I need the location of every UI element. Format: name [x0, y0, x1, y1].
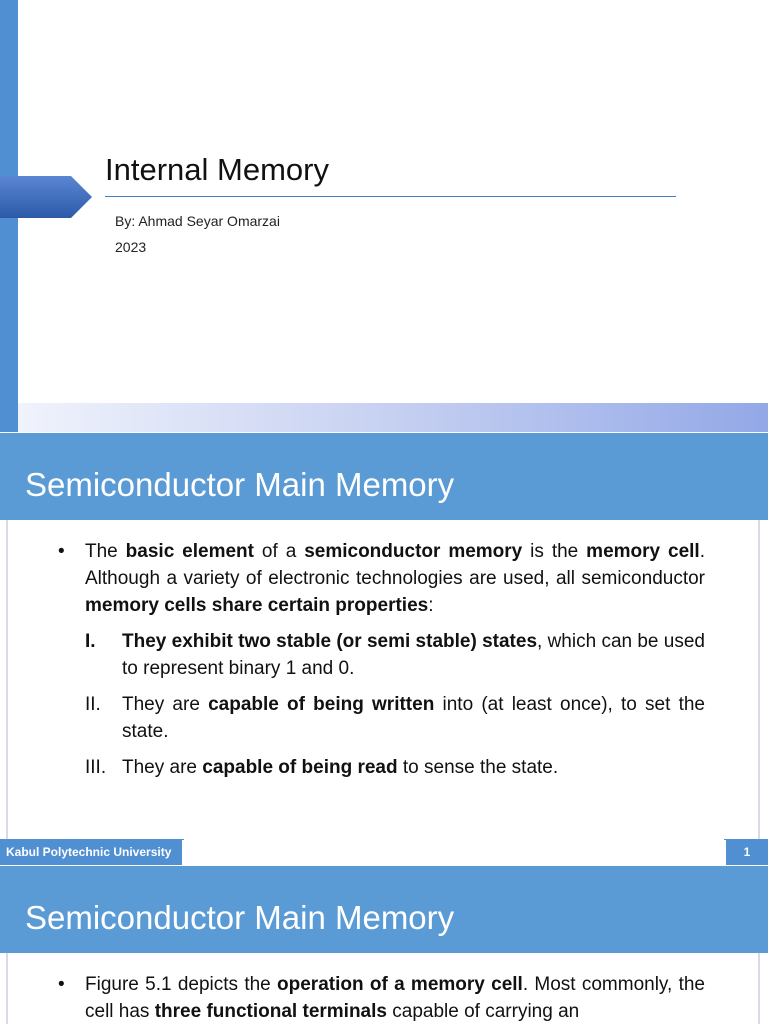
numbered-item-1	[85, 628, 705, 682]
slide-header	[0, 866, 768, 953]
item-number: I.	[85, 631, 96, 652]
bullet-paragraph	[58, 971, 705, 1024]
title-underline	[105, 196, 676, 197]
page-number: 1	[726, 839, 768, 865]
slide-left-border	[6, 953, 8, 1024]
bold-text-run: They exhibit two stable (or semi stable) states	[122, 631, 538, 652]
bold-text-run: capable of being read	[202, 757, 398, 778]
bold-text-run: semiconductor memory	[304, 541, 523, 562]
text-run: The	[85, 541, 126, 562]
bullet-text	[85, 538, 705, 619]
bold-text-run: memory cell	[586, 541, 700, 562]
numbered-item-3	[85, 754, 705, 781]
item-text	[122, 754, 705, 781]
arrow-shape-icon	[0, 176, 92, 218]
slide-footer	[0, 839, 768, 865]
presentation-title: Internal Memory	[105, 152, 329, 187]
item-number: II.	[85, 694, 101, 715]
bold-text-run: operation of a memory cell	[277, 974, 523, 995]
bullet-paragraph	[58, 538, 705, 619]
item-text	[122, 628, 705, 682]
slide-body	[58, 538, 705, 781]
item-number: III.	[85, 757, 107, 778]
author-line: By: Ahmad Seyar Omarzai	[115, 213, 280, 229]
item-text	[122, 691, 705, 745]
footer-middle	[184, 839, 724, 865]
bold-text-run: capable of being written	[208, 694, 435, 715]
footer-institution: Kabul Polytechnic University	[0, 839, 182, 865]
text-run: to sense the state.	[397, 757, 559, 778]
gradient-band	[18, 403, 768, 432]
text-run: :	[428, 595, 434, 616]
text-run: Figure 5.1 depicts the	[85, 974, 278, 995]
text-run: . Although a variety of electronic technologies are used, all semiconductor	[85, 541, 705, 589]
text-run: into (at least once), to set the state.	[122, 694, 705, 742]
text-run: is the	[522, 541, 587, 562]
bullet-marker: •	[58, 541, 65, 562]
slide-right-border	[758, 953, 760, 1024]
bold-text-run: memory cells share certain properties	[85, 595, 429, 616]
text-run: . Most commonly, the cell has	[85, 974, 705, 1022]
slide-right-border	[758, 520, 760, 865]
text-run: of a	[254, 541, 305, 562]
bold-text-run: three functional terminals	[154, 1001, 387, 1022]
slide-body	[58, 971, 705, 1024]
year-line: 2023	[115, 239, 147, 255]
slide-left-border	[6, 520, 8, 865]
content-slide-1	[0, 433, 768, 865]
slide-title: Semiconductor Main Memory	[25, 899, 455, 936]
text-run: They are	[122, 694, 209, 715]
content-slide-2	[0, 866, 768, 1024]
text-run: They are	[122, 757, 203, 778]
numbered-item-2	[85, 691, 705, 745]
text-run: , which can be used to represent binary 1 and 0.	[122, 631, 705, 679]
slide-title: Semiconductor Main Memory	[25, 466, 455, 503]
title-slide	[0, 0, 768, 432]
bold-text-run: basic element	[125, 541, 254, 562]
bullet-marker: •	[58, 974, 65, 995]
text-run: capable of carrying an	[386, 1001, 580, 1022]
bullet-text	[85, 971, 705, 1024]
slide-header	[0, 433, 768, 520]
